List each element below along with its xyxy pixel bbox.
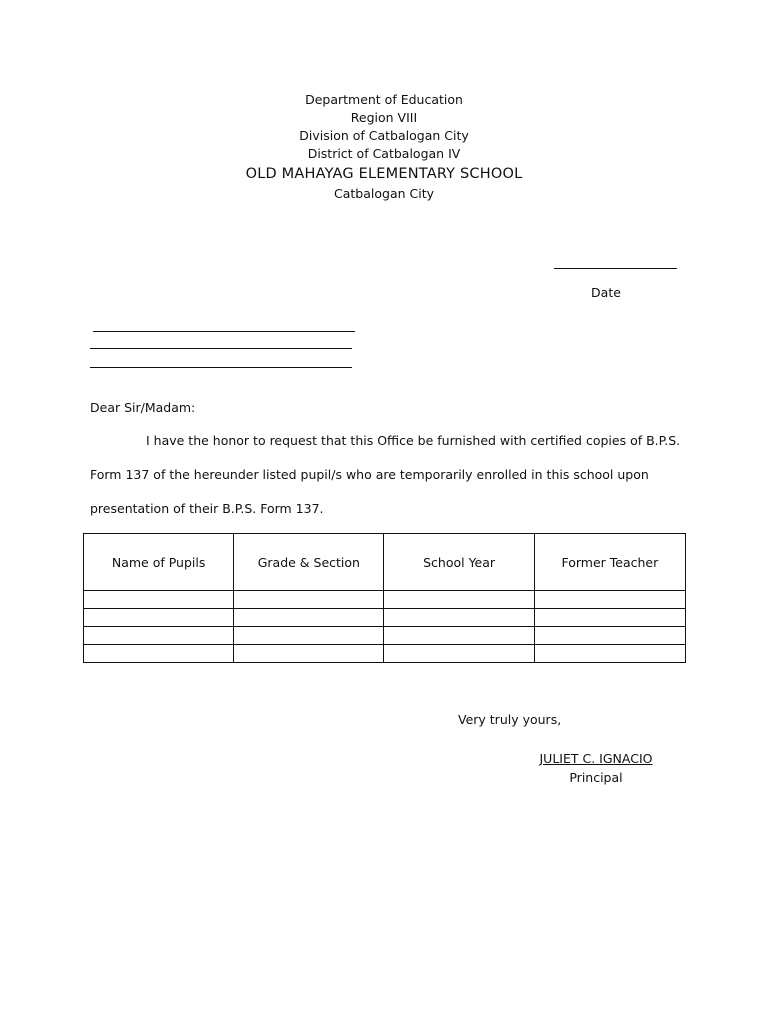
header-name-of-pupils: Name of Pupils [84, 534, 234, 591]
table-cell [84, 645, 234, 663]
table-cell [84, 591, 234, 609]
recipient-line-2 [90, 348, 352, 349]
table-cell [384, 609, 534, 627]
body-line: presentation of their B.P.S. Form 137. [90, 501, 324, 516]
division-name: Division of Catbalogan City [299, 128, 469, 143]
signature-block [534, 749, 658, 787]
signer-name: JULIET C. IGNACIO [539, 751, 653, 766]
date-label: Date [591, 285, 621, 300]
table-row [84, 645, 686, 663]
table-header-row [84, 534, 686, 591]
table-cell [234, 609, 384, 627]
table-cell [234, 645, 384, 663]
table-cell [234, 627, 384, 645]
header-grade-section: Grade & Section [234, 534, 384, 591]
recipient-line-3 [90, 367, 352, 368]
salutation: Dear Sir/Madam: [90, 400, 196, 415]
body-line: I have the honor to request that this Office be furnished with certified copies of B.P.S. [146, 433, 681, 448]
table-cell [234, 591, 384, 609]
letter-body [90, 430, 680, 532]
table-row [84, 591, 686, 609]
signer-title: Principal [569, 770, 623, 785]
header-school-year: School Year [384, 534, 534, 591]
letterhead [0, 91, 768, 203]
closing: Very truly yours, [458, 712, 562, 727]
table-cell [384, 627, 534, 645]
recipient-line-1 [93, 331, 355, 332]
table-cell [534, 627, 685, 645]
date-blank-line [554, 268, 677, 269]
department-name: Department of Education [305, 92, 463, 107]
header-former-teacher: Former Teacher [534, 534, 685, 591]
school-name: OLD MAHAYAG ELEMENTARY SCHOOL [245, 166, 523, 182]
table-cell [384, 645, 534, 663]
city-name: Catbalogan City [334, 186, 434, 201]
district-name: District of Catbalogan IV [307, 146, 461, 161]
table-cell [84, 609, 234, 627]
region-name: Region VIII [350, 110, 418, 125]
pupils-table [83, 533, 686, 663]
table-cell [534, 591, 685, 609]
table-cell [534, 609, 685, 627]
table-cell [534, 645, 685, 663]
table-cell [84, 627, 234, 645]
table-row [84, 609, 686, 627]
table-row [84, 627, 686, 645]
table-cell [384, 591, 534, 609]
body-line: Form 137 of the hereunder listed pupil/s who are temporarily enrolled in this school upon [90, 467, 649, 482]
